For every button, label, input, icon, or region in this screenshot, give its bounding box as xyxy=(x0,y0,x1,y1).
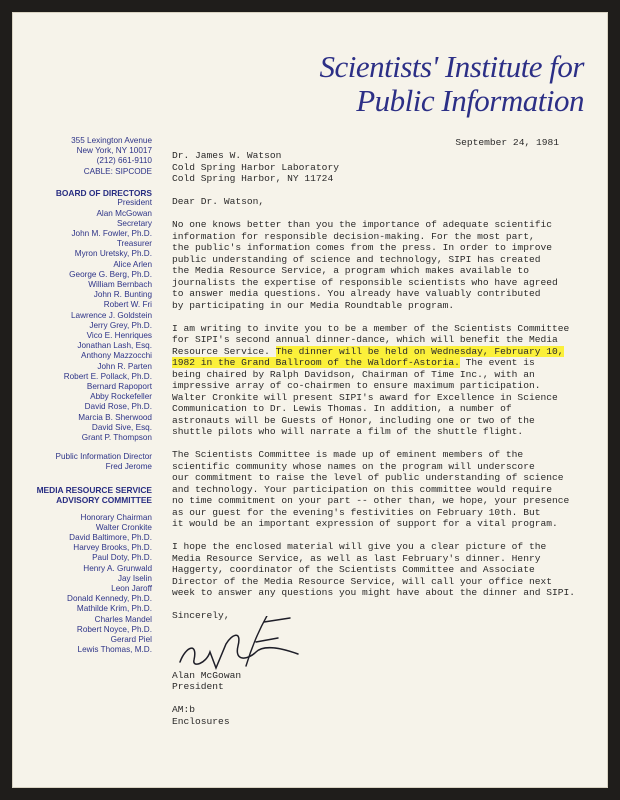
paragraph-line: and technology. Your participation on this committee would require xyxy=(172,483,552,495)
advisory-entry: Walter Cronkite xyxy=(95,522,152,532)
line-text: The event is xyxy=(459,357,535,368)
letterhead-logo xyxy=(224,50,584,118)
board-list xyxy=(24,198,152,443)
paragraph-line: Director of the Media Resource Service, will call your office next xyxy=(172,575,552,587)
board-entry: George G. Berg, Ph.D. xyxy=(69,269,152,279)
paragraph-line: the public's information comes from the press. In order to improve xyxy=(172,242,552,253)
recipient-line: Cold Spring Harbor Laboratory xyxy=(172,161,339,173)
recipient-line: Dr. James W. Watson xyxy=(172,150,282,161)
advisory-entry: Mathilde Krim, Ph.D. xyxy=(76,604,152,614)
advisory-entry: Jay Iselin xyxy=(117,573,152,583)
paragraph-line: to answer media questions. You already have valuably contributed xyxy=(172,288,541,299)
paragraph-line: The Scientists Committee is made up of eminent members of the xyxy=(172,449,524,460)
paragraph-line: Communication to Dr. Lewis Thomas. In addition, a number of xyxy=(172,403,512,414)
address-line: 355 Lexington Avenue xyxy=(71,136,152,145)
paragraph-line: I am writing to invite you to be a member of the Scientists Committee xyxy=(172,322,570,334)
org-address xyxy=(24,136,152,177)
advisory-entry: Lewis Thomas, M.D. xyxy=(77,645,152,655)
paragraph-line: I hope the enclosed material will give you a clear picture of the xyxy=(172,541,547,552)
enclosures: Enclosures xyxy=(172,715,230,727)
address-line: New York, NY 10017 xyxy=(76,146,152,156)
line-text: Resource Service. xyxy=(172,345,276,357)
paragraph-line: scientific community whose names on the program will underscore xyxy=(172,460,535,472)
board-entry: David Sive, Esq. xyxy=(91,422,152,432)
advisory-heading-line-1: MEDIA RESOURCE SERVICE xyxy=(36,484,152,495)
paragraph-line: by participating in our Media Roundtable program. xyxy=(172,299,455,311)
board-entry: Grant P. Thompson xyxy=(81,432,152,442)
paragraph-line: journalists the expertise of responsible scientists who have agreed xyxy=(172,276,558,288)
advisory-entry: David Baltimore, Ph.D. xyxy=(69,533,152,542)
signer-name: Alan McGowan xyxy=(172,669,242,681)
salutation: Dear Dr. Watson, xyxy=(172,196,265,207)
advisory-entry: Gerard Piel xyxy=(110,635,152,645)
signer-title: President xyxy=(172,681,224,692)
paragraph-line: it would be an important expression of support for a vital program. xyxy=(172,518,558,529)
paragraph-line: Haggerty, coordinator of the Scientists Committee and Associate xyxy=(172,564,535,575)
board-entry: Secretary xyxy=(116,218,152,228)
board-entry: Alice Arlen xyxy=(113,259,152,269)
board-entry: John R. Bunting xyxy=(93,290,152,300)
paragraph-2 xyxy=(172,323,592,438)
paragraph-line: the Media Resource Service, a program which makes available to xyxy=(172,265,529,276)
paragraph-line: our commitment to raise the level of public understanding of science xyxy=(172,472,564,483)
paragraph-line: Media Resource Service, as well as last February's dinner. Henry xyxy=(172,552,541,564)
paragraph-line: No one knows better than you the importance of adequate scientific xyxy=(172,219,552,230)
board-entry: Marcia B. Sherwood xyxy=(78,412,152,422)
sidebar-column xyxy=(24,136,152,655)
paragraph-line: Walter Cronkite will present SIPI's award for Excellence in Science xyxy=(172,391,558,403)
advisory-entry: Harvey Brooks, Ph.D. xyxy=(73,543,152,553)
paragraph-line: as our guest for the evening's festivities on February 10th. But xyxy=(172,506,541,518)
paragraph-line: week to answer any questions you might have about the dinner and SIPI. xyxy=(172,587,576,598)
paragraph-line: public understanding of science and technology, SIPI has created xyxy=(172,253,541,265)
highlighted-text: 1982 in the Grand Ballroom of the Waldorf-Astoria. xyxy=(172,357,460,368)
board-entry: Lawrence J. Goldstein xyxy=(70,310,152,320)
board-entry: Jerry Grey, Ph.D. xyxy=(89,320,152,330)
letter-body xyxy=(172,137,592,727)
advisory-entry: Paul Doty, Ph.D. xyxy=(92,553,152,563)
paragraph-line xyxy=(172,357,592,369)
advisory-entry: Robert Noyce, Ph.D. xyxy=(76,624,152,634)
paragraph-line: no time commitment on your part -- other than, we hope, your presence xyxy=(172,495,570,506)
phone-line: (212) 661-9110 xyxy=(96,156,152,166)
board-entry: John R. Parten xyxy=(97,361,152,371)
paragraph-line: shuttle pilots who will narrate a film of the shuttle flight. xyxy=(172,426,524,437)
paragraph-line xyxy=(172,346,592,358)
advisory-entry: Honorary Chairman xyxy=(80,512,152,522)
paragraph-line: astronauts will be Guests of Honor, including one or two of the xyxy=(172,414,535,426)
advisory-entry: Charles Mandel xyxy=(94,614,152,624)
board-entry: Alan McGowan xyxy=(96,208,152,218)
advisory-entry: Donald Kennedy, Ph.D. xyxy=(67,594,152,604)
letter-page xyxy=(12,12,608,788)
pid-block xyxy=(24,452,152,472)
board-entry: William Bernbach xyxy=(88,279,152,289)
paragraph-4 xyxy=(172,541,592,599)
advisory-list xyxy=(24,513,152,656)
signature-area xyxy=(172,622,592,670)
board-entry: Vico E. Henriques xyxy=(86,330,152,340)
board-entry: Jonathan Lash, Esq. xyxy=(77,341,152,351)
cable-line: CABLE: SIPCODE xyxy=(83,166,152,176)
paragraph-line: impressive array of co-chairmen to ensure maximum participation. xyxy=(172,380,541,391)
advisory-entry: Leon Jaroff xyxy=(111,584,152,594)
board-entry: President xyxy=(117,198,152,208)
board-entry: Treasurer xyxy=(116,239,152,249)
board-entry: Bernard Rapoport xyxy=(86,381,152,391)
board-entry: John M. Fowler, Ph.D. xyxy=(71,228,152,238)
paragraph-line: for SIPI's second annual dinner-dance, which will benefit the Media xyxy=(172,334,558,345)
paragraph-3 xyxy=(172,449,592,530)
advisory-heading-line-2: ADVISORY COMMITTEE xyxy=(56,495,152,506)
pid-name: Fred Jerome xyxy=(105,462,152,472)
board-heading: BOARD OF DIRECTORS xyxy=(55,187,152,198)
paragraph-2-rest xyxy=(172,369,592,438)
board-entry: Abby Rockefeller xyxy=(90,392,152,402)
board-entry: Anthony Mazzocchi xyxy=(81,351,152,361)
board-entry: Robert W. Fri xyxy=(103,300,152,310)
advisory-entry: Henry A. Grunwald xyxy=(83,563,152,573)
highlighted-text: The dinner will be held on Wednesday, February 10, xyxy=(275,345,564,357)
typist-initials: AM:b xyxy=(172,704,196,715)
paragraph-1 xyxy=(172,219,592,311)
paragraph-line: being chaired by Ralph Davidson, Chairman of Time Inc., with an xyxy=(172,368,535,380)
board-entry: Myron Uretsky, Ph.D. xyxy=(74,249,152,259)
letterhead-line-1: Scientists' Institute for xyxy=(319,49,584,84)
handwritten-signature xyxy=(172,616,322,676)
board-entry: Robert E. Pollack, Ph.D. xyxy=(63,371,152,381)
recipient-line: Cold Spring Harbor, NY 11724 xyxy=(172,173,334,184)
letterhead-line-2: Public Information xyxy=(356,83,584,118)
board-entry: David Rose, Ph.D. xyxy=(84,402,152,412)
closing: Sincerely, xyxy=(172,610,230,621)
letter-date: September 24, 1981 xyxy=(455,137,559,148)
pid-title: Public Information Director xyxy=(55,452,152,462)
paragraph-line: information for responsible decision-making. For the most part, xyxy=(172,230,535,242)
